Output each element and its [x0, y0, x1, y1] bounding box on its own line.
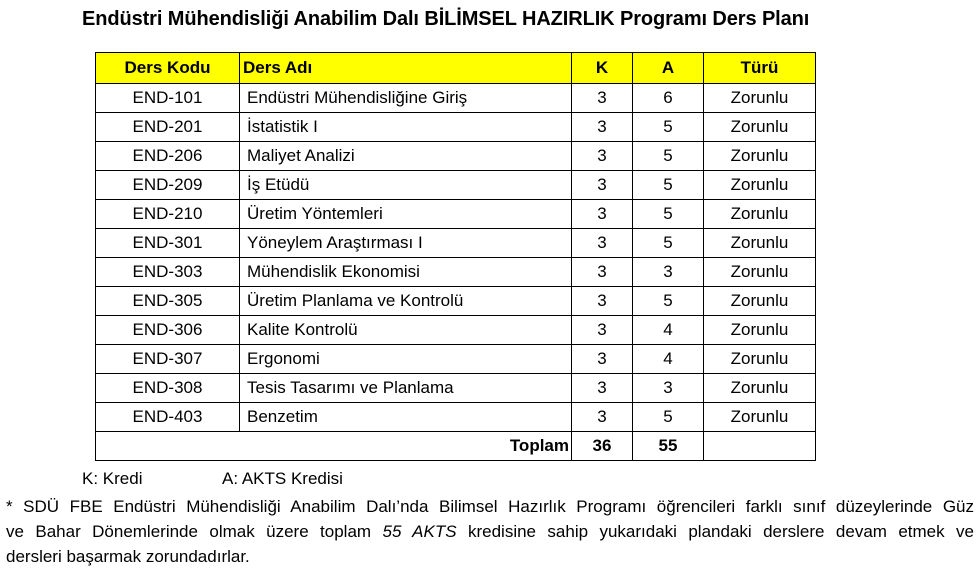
course-type: Zorunlu: [704, 258, 816, 287]
total-type-empty: [704, 432, 816, 461]
course-name: İş Etüdü: [240, 171, 572, 200]
table-row: [96, 142, 816, 171]
course-ects: 3: [633, 258, 704, 287]
total-label: Toplam: [96, 432, 572, 461]
legend-ects: A: AKTS Kredisi: [222, 469, 343, 488]
course-rows: [96, 84, 816, 432]
course-ects: 5: [633, 113, 704, 142]
table-row: [96, 403, 816, 432]
course-code: END-308: [96, 374, 240, 403]
table-row: [96, 113, 816, 142]
course-ects: 5: [633, 229, 704, 258]
course-ects: 5: [633, 200, 704, 229]
course-credit: 3: [572, 258, 633, 287]
course-code: END-101: [96, 84, 240, 113]
column-header-credit: K: [572, 53, 633, 84]
course-credit: 3: [572, 403, 633, 432]
course-type: Zorunlu: [704, 142, 816, 171]
course-ects: 5: [633, 403, 704, 432]
total-ects: 55: [633, 432, 704, 461]
course-ects: 6: [633, 84, 704, 113]
course-type: Zorunlu: [704, 84, 816, 113]
course-name: Maliyet Analizi: [240, 142, 572, 171]
footnote-ects-emphasis: 55 AKTS: [382, 522, 457, 541]
course-ects: 3: [633, 374, 704, 403]
table-row: [96, 287, 816, 316]
course-name: Kalite Kontrolü: [240, 316, 572, 345]
course-credit: 3: [572, 316, 633, 345]
course-credit: 3: [572, 171, 633, 200]
table-row: [96, 316, 816, 345]
course-name: Benzetim: [240, 403, 572, 432]
course-type: Zorunlu: [704, 171, 816, 200]
course-code: END-206: [96, 142, 240, 171]
footnote-line-1: * SDÜ FBE Endüstri Mühendisliği Anabilim Dalı’nda Bilimsel Hazırlık Programı öğrencileri farklı sınıf düzeylerinde Güz: [6, 497, 974, 516]
course-credit: 3: [572, 287, 633, 316]
footnote-line-3: dersleri başarmak zorundadırlar.: [6, 547, 250, 566]
table-row: [96, 345, 816, 374]
page-title: Endüstri Mühendisliği Anabilim Dalı BİLİMSEL HAZIRLIK Programı Ders Planı: [82, 8, 810, 30]
course-credit: 3: [572, 142, 633, 171]
table-header-row: [96, 53, 816, 84]
table-row: [96, 200, 816, 229]
course-type: Zorunlu: [704, 374, 816, 403]
course-credit: 3: [572, 229, 633, 258]
course-type: Zorunlu: [704, 200, 816, 229]
course-type: Zorunlu: [704, 403, 816, 432]
course-code: END-301: [96, 229, 240, 258]
course-type: Zorunlu: [704, 316, 816, 345]
course-code: END-303: [96, 258, 240, 287]
course-code: END-201: [96, 113, 240, 142]
column-header-type: Türü: [704, 53, 816, 84]
footnote-line-2: [6, 519, 974, 544]
footnote: [6, 494, 974, 569]
course-name: İstatistik I: [240, 113, 572, 142]
course-ects: 5: [633, 287, 704, 316]
column-header-code: Ders Kodu: [96, 53, 240, 84]
course-credit: 3: [572, 345, 633, 374]
course-credit: 3: [572, 374, 633, 403]
course-type: Zorunlu: [704, 345, 816, 374]
course-name: Mühendislik Ekonomisi: [240, 258, 572, 287]
course-ects: 4: [633, 316, 704, 345]
course-code: END-403: [96, 403, 240, 432]
course-name: Üretim Yöntemleri: [240, 200, 572, 229]
course-code: END-209: [96, 171, 240, 200]
total-row: [96, 432, 816, 461]
course-name: Tesis Tasarımı ve Planlama: [240, 374, 572, 403]
course-name: Üretim Planlama ve Kontrolü: [240, 287, 572, 316]
table-row: [96, 374, 816, 403]
footnote-line-2-end: kredisine sahip yukarıdaki plandaki derslere devam etmek ve: [456, 522, 974, 541]
course-credit: 3: [572, 84, 633, 113]
course-name: Yöneylem Araştırması I: [240, 229, 572, 258]
course-name: Ergonomi: [240, 345, 572, 374]
course-ects: 4: [633, 345, 704, 374]
table-row: [96, 258, 816, 287]
column-header-name: Ders Adı: [240, 53, 572, 84]
course-code: END-305: [96, 287, 240, 316]
course-type: Zorunlu: [704, 287, 816, 316]
table-row: [96, 171, 816, 200]
course-type: Zorunlu: [704, 229, 816, 258]
course-credit: 3: [572, 113, 633, 142]
legend-credit: K: Kredi: [82, 469, 143, 488]
course-plan-table: [95, 52, 816, 461]
column-header-ects: A: [633, 53, 704, 84]
table-row: [96, 229, 816, 258]
course-code: END-307: [96, 345, 240, 374]
course-type: Zorunlu: [704, 113, 816, 142]
course-name: Endüstri Mühendisliğine Giriş: [240, 84, 572, 113]
footnote-line-2-start: ve Bahar Dönemlerinde olmak üzere toplam: [6, 522, 383, 541]
total-credit: 36: [572, 432, 633, 461]
course-code: END-306: [96, 316, 240, 345]
course-credit: 3: [572, 200, 633, 229]
course-ects: 5: [633, 171, 704, 200]
table-row: [96, 84, 816, 113]
course-code: END-210: [96, 200, 240, 229]
course-ects: 5: [633, 142, 704, 171]
